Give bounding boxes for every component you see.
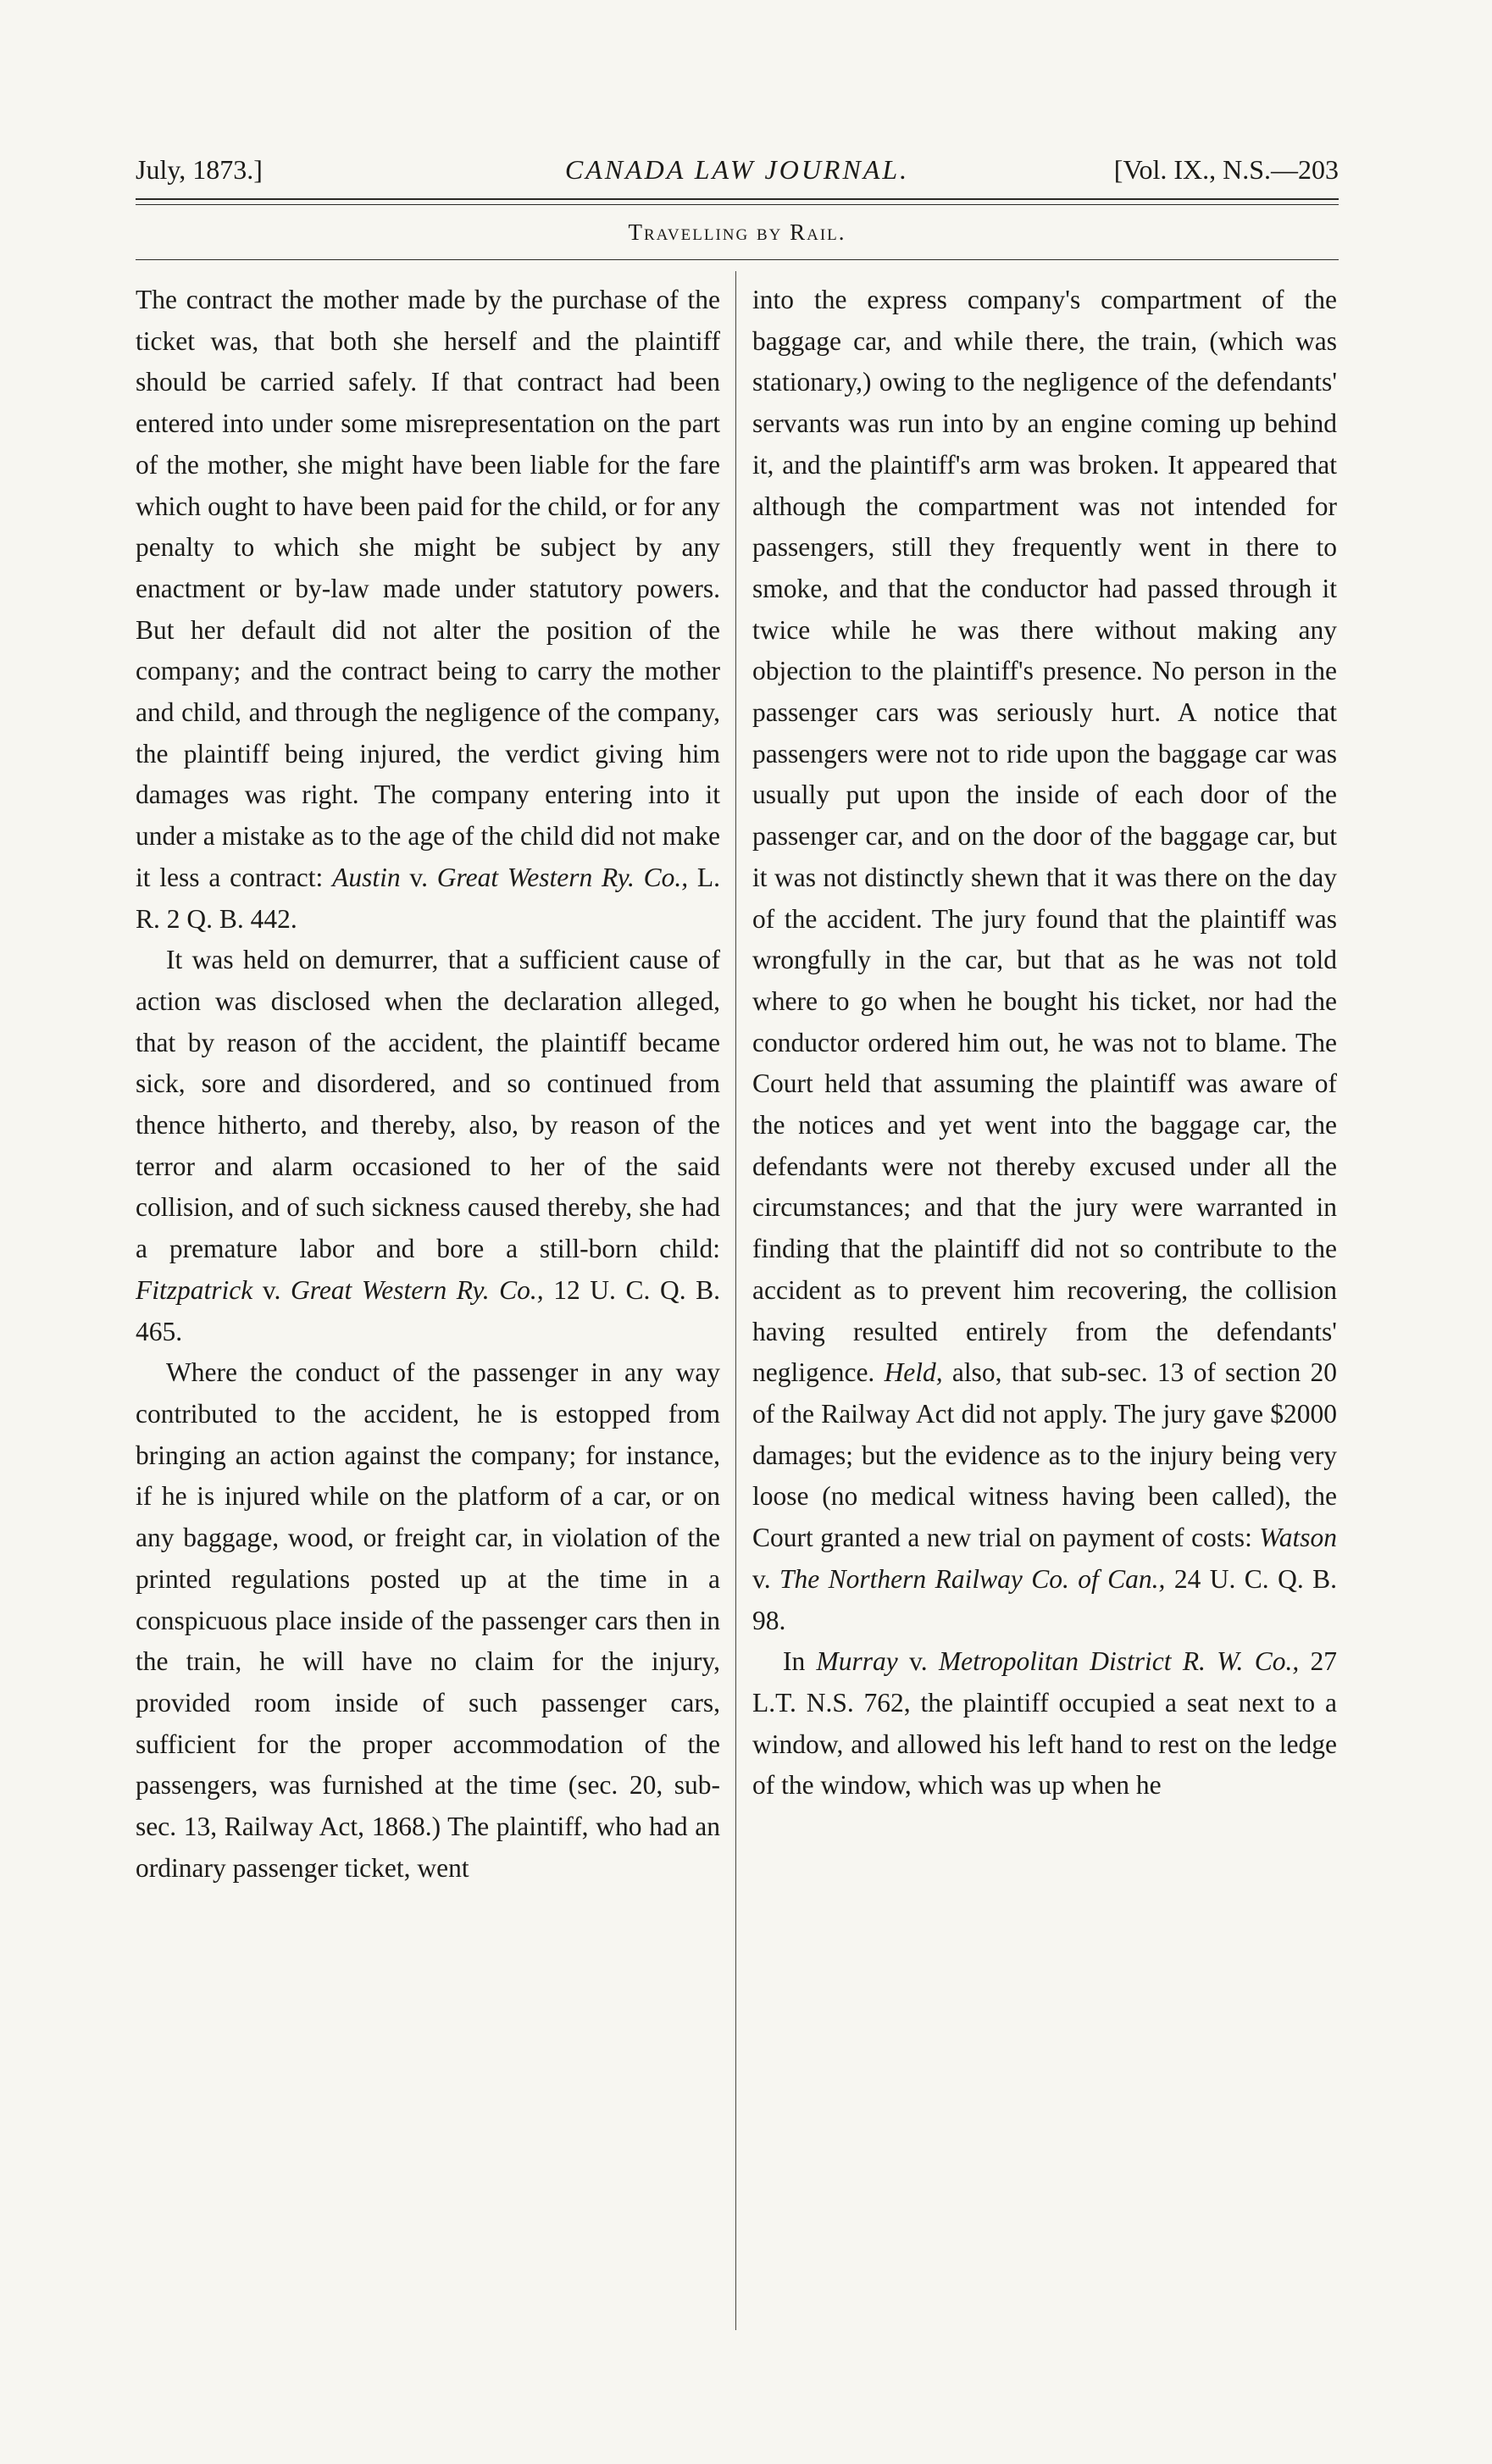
case-name: Murray (816, 1646, 898, 1677)
right-column (752, 280, 1337, 2330)
case-party: Metropolitan District R. W. Co., (938, 1646, 1300, 1677)
versus: v. (262, 1274, 281, 1305)
left-paragraph-2 (136, 940, 720, 1352)
case-name: Austin (332, 862, 401, 892)
case-name: Fitzpatrick (136, 1274, 253, 1305)
journal-title: CANADA LAW JOURNAL. (564, 154, 910, 185)
left-column (136, 280, 720, 2330)
versus: v. (409, 862, 428, 892)
held-label: Held, (884, 1357, 943, 1388)
column-divider (735, 271, 736, 2330)
right-paragraph-2 (752, 1641, 1337, 1806)
text: In (783, 1646, 806, 1677)
left-paragraph-3: Where the conduct of the passenger in any way contributed to the accident, he is estopped from bringing an action against the company; for instance, if he is injured while on the platform of a car, or on any baggage, wood, or freight car, in violation of the printed regulations posted up at the time in a conspicuous place inside of the passenger cars then in the train, he will have no claim for the injury, provided room inside of such passenger cars, sufficient for the proper accommodation of the passengers, was furnished at the time (sec. 20, sub-sec. 13, Railway Act, 1868.) The plaintiff, who had an ordinary passenger ticket, went (136, 1357, 720, 1883)
running-header (136, 146, 1339, 193)
text: It was held on demurrer, that a sufficient cause of action was disclosed when the declaration alleged, that by reason of the accident, the plaintiff became sick, sore and disordered, and so continued from thence hitherto, and thereby, also, by reason of the terror and alarm occasioned to her of the said collision, and of such sickness caused thereby, she had a premature labor and bore a still-born child: (136, 945, 720, 1264)
section-title: Travelling by Rail. (628, 219, 846, 245)
versus: v. (909, 1646, 928, 1677)
citation: L. R. 2 Q. B. 442. (136, 862, 720, 934)
text: also, that sub-sec. 13 of section 20 of the Railway Act did not apply. The jury gave $2000 damages; but the evidence as to the injury being very loose (no medical witness having been called), the Court granted a new trial on payment of costs: (752, 1357, 1337, 1553)
case-party: Great Western Ry. Co., (290, 1274, 544, 1305)
header-rule-bottom (136, 204, 1339, 205)
section-rule (136, 259, 1339, 260)
citation: 24 U. C. Q. B. 98. (752, 1563, 1337, 1635)
case-name: Watson (1259, 1523, 1337, 1553)
case-party: Great Western Ry. Co., (436, 862, 689, 892)
text: into the express company's compartment of the baggage car, and while there, the train, (which was stationary,) owing to the negligence of the defendants' servants was run into by an engine coming up behind it, and the plaintiff's arm was broken. It appeared that although the compartment was not intended for passengers, still they frequently went in there to smoke, and that the conductor had passed through it twice while he was there without making any objection to the plaintiff's presence. No person in the passenger cars was seriously hurt. A notice that passengers were not to ride upon the baggage car was usually put upon the inside of each door of the passenger car, and on the door of the baggage car, but it was not distinctly shewn that it was there on the day of the accident. The jury found that the plaintiff was wrongfully in the car, but that as he was not told where to go when he bought his ticket, nor had the conductor ordered him out, he was not to blame. The Court held that assuming the plaintiff was aware of the notices and yet went into the baggage car, the defendants were not thereby excused under all the circumstances; and that the jury were warranted in finding that the plaintiff did not so contribute to the accident as to prevent him recovering, the collision having resulted entirely from the defendants' negligence. (752, 285, 1337, 1388)
text: 27 L.T. N.S. 762, the plaintiff occupied a seat next to a window, and allowed his left hand to rest on the ledge of the window, which was up when he (752, 1646, 1337, 1801)
versus: v. (752, 1563, 771, 1594)
volume-page: [Vol. IX., N.S.—203 (1113, 154, 1339, 185)
citation: 12 U. C. Q. B. 465. (136, 1274, 720, 1346)
right-paragraph-1 (752, 280, 1337, 1641)
issue-date: July, 1873.] (136, 154, 263, 185)
header-rule-top (136, 198, 1339, 200)
text: The contract the mother made by the purchase of the ticket was, that both she herself and the plaintiff should be carried safely. If that contract had been entered into under some misrepresentation on the part of the mother, she might have been liable for the fare which ought to have been paid for the child, or for any penalty to which she might be subject by any enactment or by-law made under statutory powers. But her default did not alter the position of the company; and the contract being to carry the mother and child, and through the negligence of the company, the plaintiff being injured, the verdict giving him damages was right. The company entering into it under a mistake as to the age of the child did not make it less a contract: (136, 285, 720, 892)
case-party: The Northern Railway Co. of Can., (779, 1563, 1166, 1594)
left-paragraph-1 (136, 280, 720, 940)
